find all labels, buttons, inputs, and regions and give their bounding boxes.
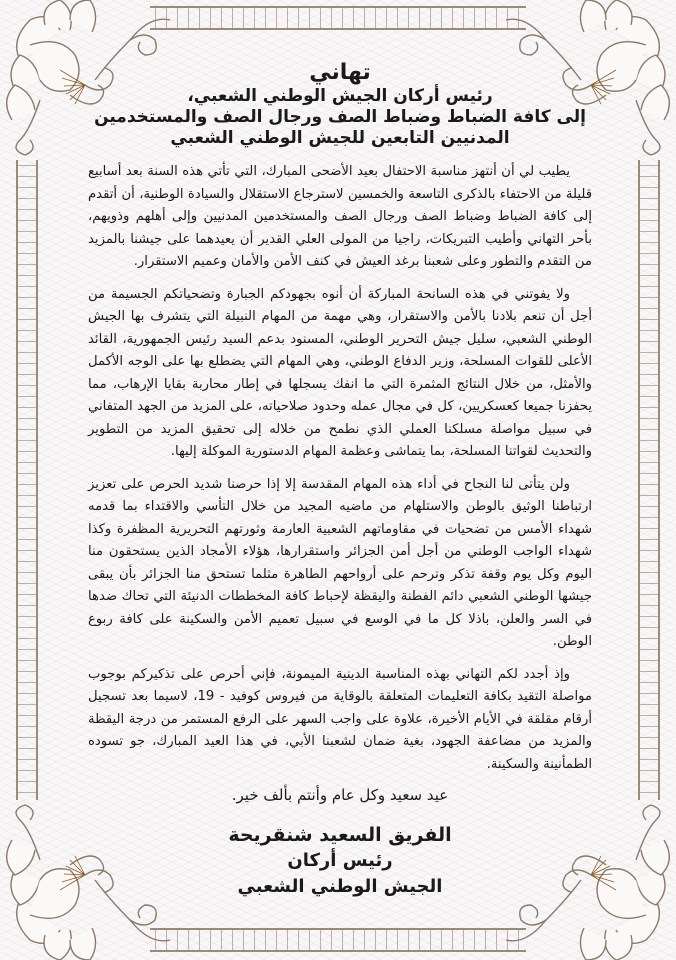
- paragraph: ولن يتأتى لنا النجاح في أداء هذه المهام المقدسة إلا إذا حرصنا شديد الحرص على تعزيز ارتباطنا الوثيق بالوطن والاستلهام من ماضيه المجيد من خلال التأسي والاقتداء بما قدمه شهداء الأمس من تضحيات في مقاوماتهم الشعبية العارمة وثورتهم التحريرية المظفرة وكذا شهداء الواجب الوطني من أجل أمن الجزائر واستقرارها، هؤلاء الأمجاد الذين يستحقون منا اليوم وكل يوم وقفة تذكر وترحم على أرواحهم الطاهرة مثلما تستحق منا الجزائر بأن يبقى جيشها الوطني الشعبي دائم الفطنة واليقظة لإحباط كافة المخططات الدنيئة التي تحاك ضدها في السر والعلن، باذلا كل ما في الوسع في سبيل تعميم الأمن والسكينة على كافة ربوع الوطن.: [88, 476, 592, 649]
- decorative-border-right: [638, 160, 660, 800]
- address-line: المدنيين التابعين للجيش الوطني الشعبي: [170, 128, 510, 148]
- decorative-border-top: [150, 6, 526, 30]
- address-line: إلى كافة الضباط وضباط الصف ورجال الصف والمستخدمين: [94, 107, 586, 127]
- signatory-name: الفريق السعيد شنقريحة: [228, 824, 452, 846]
- paragraph: ولا يفوتني في هذه السانحة المباركة أن أنوه بجهودكم الجبارة وتضحياتكم الجسيمة من أجل أن تنعم بلادنا بالأمن والاستقرار، وهي مهمة من المهام النبيلة التي يتشرف بها الجيش الوطني الشعبي، سليل جيش التحرير الوطني، المسنود بدعم السيد رئيس الجمهورية، القائد الأعلى للقوات المسلحة، وزير الدفاع الوطني، وهي المهام التي يضطلع بها على الوجه الأكمل والأمثل، من خلال النتائج المثمرة التي ما انفك يسجلها في إطار محاربة بقايا الإرهاب، مما يحفزنا جميعا كعسكريين، كل في مجال عمله وحدود صلاحياته، على المزيد من الجهد المتفاني في سبيل مواصلة مسلكنا العملي الذي نطمح من خلاله إلى تحقيق المزيد من التطوير والتحديث لقواتنا المسلحة، بما يتماشى وعظمة المهام الدستورية الموكلة إليها.: [88, 286, 592, 459]
- signatory-title: رئيس أركان: [287, 850, 393, 871]
- paragraph: وإذ أجدد لكم التهاني بهذه المناسبة الدينية الميمونة، فإني أحرص على تذكيركم بوجوب مواصلة التقيد بكافة التعليمات المتعلقة بالوقاية من فيروس كوفيد - 19، لاسيما بعد تسجيل أرقام مقلقة في الأيام الأخيرة، علاوة على واجب السهر على الرفع المستمر من درجة اليقظة والمزيد من مضاعفة الجهود، بغية ضمان لشعبنا الأبي، في هذا العيد المبارك، جو تسوده الطمأنينة والسكينة.: [88, 666, 592, 772]
- address-line: رئيس أركان الجيش الوطني الشعبي،: [187, 86, 493, 106]
- signatory-title: الجيش الوطني الشعبي: [237, 876, 443, 897]
- decorative-border-bottom: [150, 928, 526, 952]
- document-title: تهاني: [309, 60, 371, 85]
- paragraph: يطيب لي أن أنتهز مناسبة الاحتفال بعيد الأضحى المبارك، التي تأتي هذه السنة بعد أسابيع قليلة من الاحتفاء بالذكرى التاسعة والخمسين لاسترجاع الاستقلال والسيادة الوطنية، أن أتقدم إلى كافة الضباط وضباط الصف ورجال الصف والمستخدمين المدنيين وإلى أهلهم وذويهم، بأحر التهاني وأطيب التبريكات، راجيا من المولى العلي القدير أن يعيدهما على جيشنا بالمزيد من التقدم والتطور وعلى شعبنا برغد العيش في كنف الأمن والأمان وعميم الاستقرار.: [88, 164, 592, 269]
- document-body: [88, 60, 592, 900]
- signature-block: [88, 822, 592, 900]
- decorative-border-left: [16, 160, 38, 800]
- closing-greeting: عيد سعيد وكل عام وأنتم بألف خير.: [231, 786, 449, 804]
